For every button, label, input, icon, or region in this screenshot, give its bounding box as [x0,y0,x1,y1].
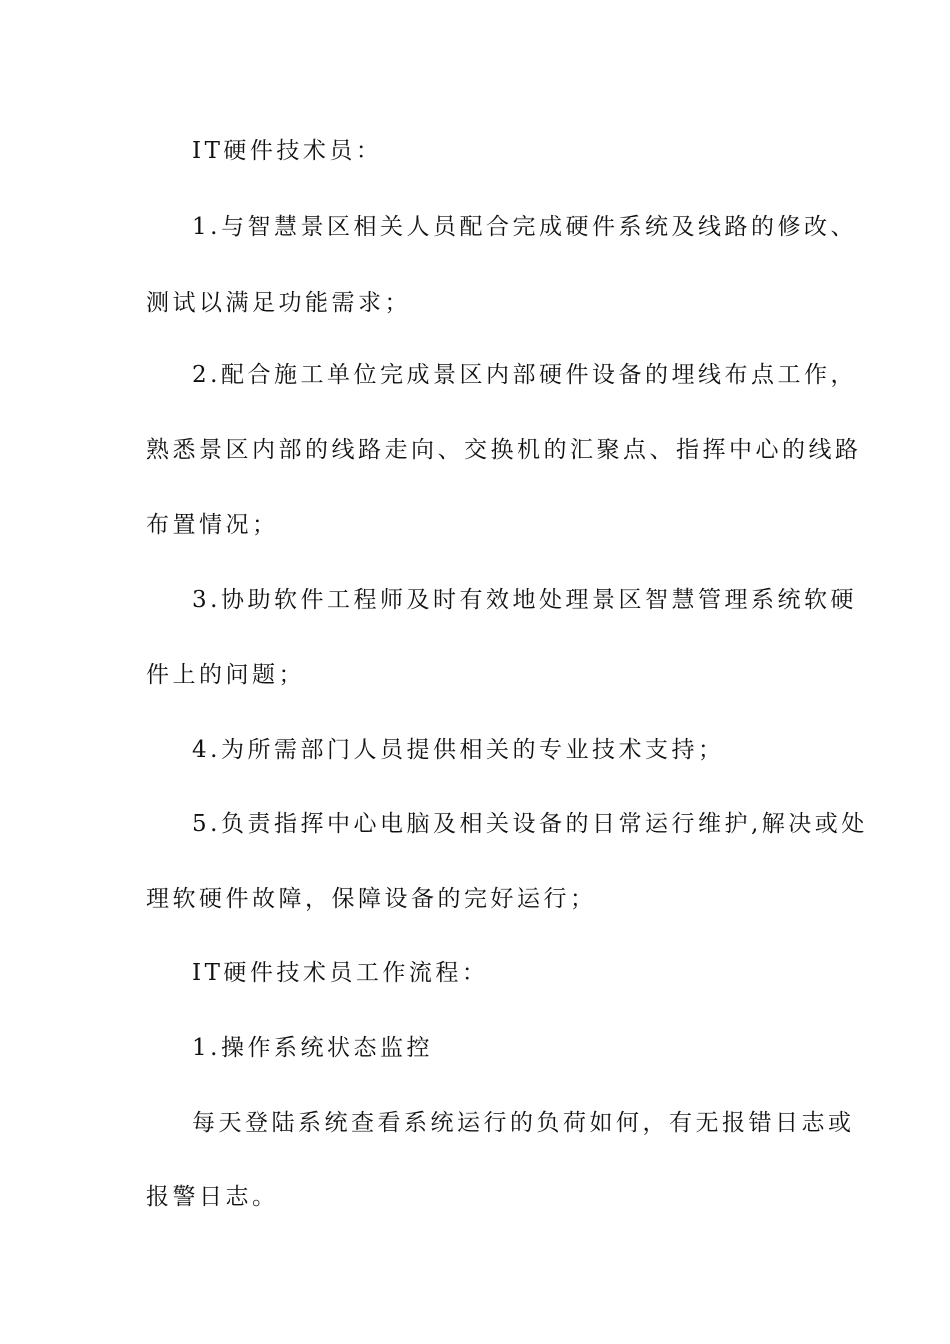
duty-item-2-line-3: 布置情况； [146,512,279,538]
duty-item-2-line-1: 2.配合施工单位完成景区内部硬件设备的埋线布点工作， [192,362,857,388]
section-heading-it-hardware-technician: IT硬件技术员： [192,138,383,164]
duty-item-3-line-2: 件上的问题； [146,662,305,688]
workflow-step-1-desc-line-1: 每天登陆系统查看系统运行的负荷如何，有无报错日志或 [192,1110,855,1136]
workflow-step-1-title: 1.操作系统状态监控 [192,1035,433,1061]
duty-item-1-line-2: 测试以满足功能需求； [146,290,411,316]
duty-item-5-line-2: 理软硬件故障，保障设备的完好运行； [146,886,597,912]
duty-item-2-line-2: 熟悉景区内部的线路走向、交换机的汇聚点、指挥中心的线路 [146,437,862,463]
duty-item-1-line-1: 1.与智慧景区相关人员配合完成硬件系统及线路的修改、 [192,214,857,240]
duty-item-5-line-1: 5.负责指挥中心电脑及相关设备的日常运行维护,解决或处 [192,811,868,837]
workflow-step-1-desc-line-2: 报警日志。 [146,1184,279,1210]
duty-item-3-line-1: 3.协助软件工程师及时有效地处理景区智慧管理系统软硬 [192,587,857,613]
duty-item-4: 4.为所需部门人员提供相关的专业技术支持； [192,737,725,763]
section-heading-workflow: IT硬件技术员工作流程： [192,960,489,986]
